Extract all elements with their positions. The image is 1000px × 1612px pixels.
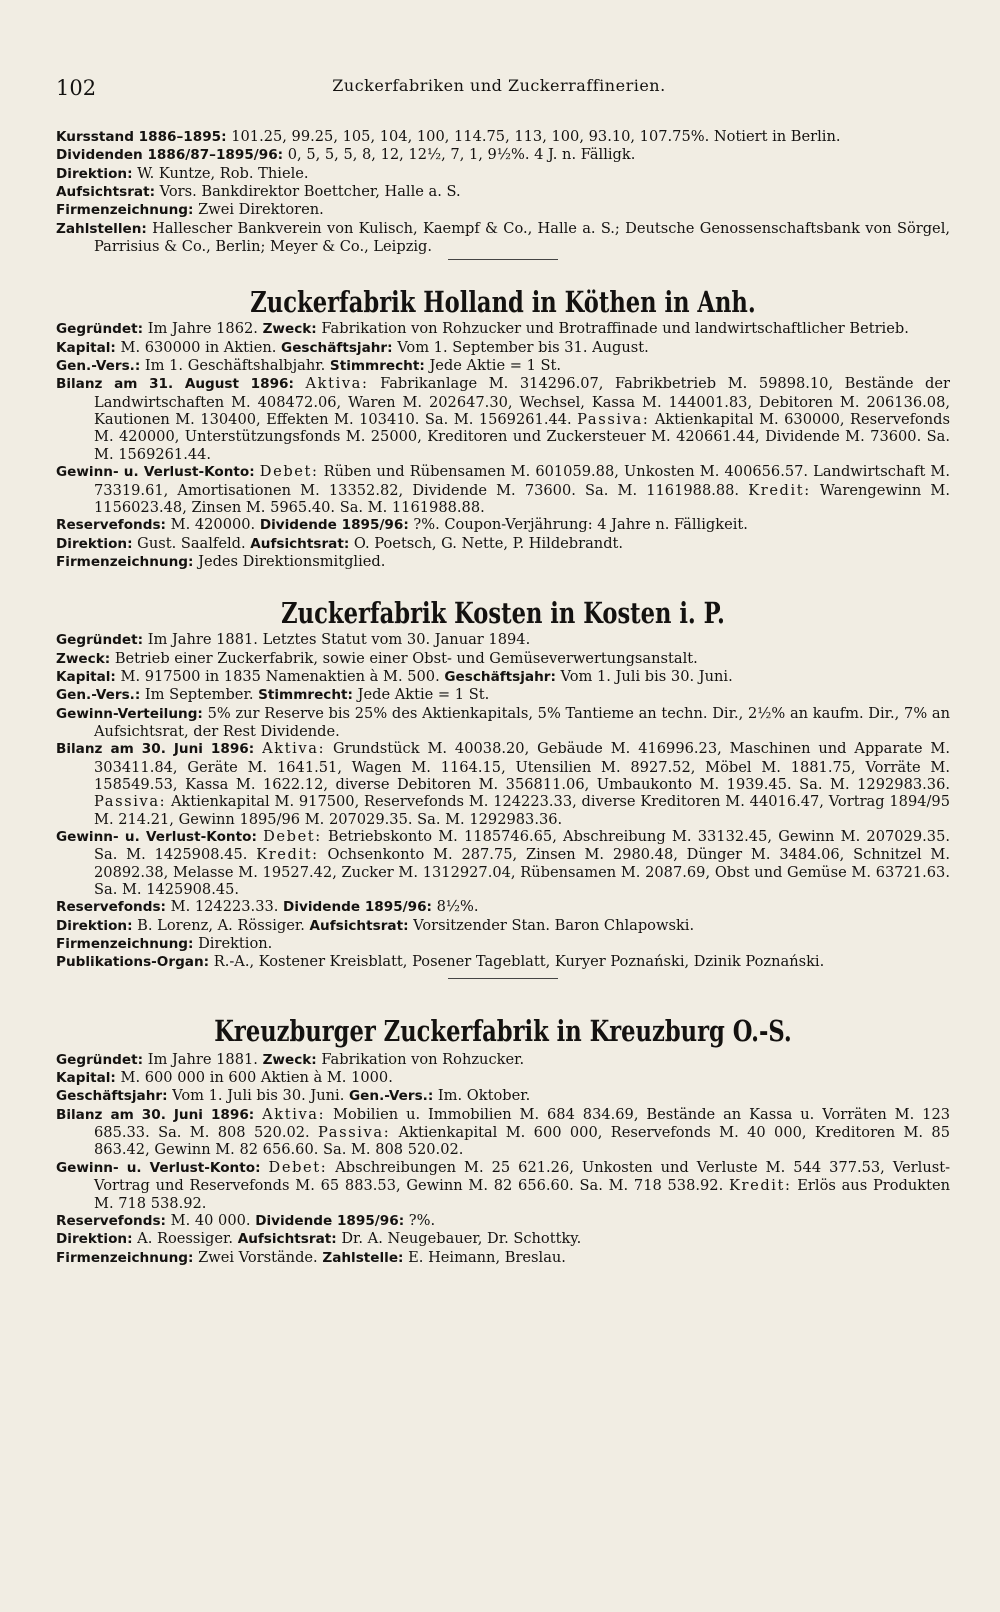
- entry-direktion: [56, 165, 950, 183]
- entry-gewinn-verteilung: [56, 705, 950, 741]
- entry-bilanz: [56, 740, 950, 828]
- label: Bilanz am 30. Juni 1896:: [56, 741, 255, 758]
- debet-label: Debet:: [263, 828, 322, 845]
- label: Dividende 1895/96:: [259, 517, 409, 534]
- debet-label: Debet:: [268, 1158, 328, 1176]
- label: Gewinn- u. Verlust-Konto:: [56, 464, 255, 481]
- label: Aufsichtsrat:: [237, 1231, 337, 1248]
- company-title-kreuzburg: Kreuzburger Zuckerfabrik in Kreuzburg O.-S.: [214, 1013, 792, 1048]
- entry-guv: [56, 828, 950, 898]
- value: Hallescher Bankverein von Kulisch, Kaempf & Co., Halle a. S.; Deutsche Genossenschaftsbank von Sörgel, Parrisius & Co., Berlin; Meyer & Co., Leipzig.: [94, 219, 951, 256]
- value: 8½%.: [436, 898, 479, 916]
- entry-zahlstellen: [56, 220, 950, 256]
- entry-reservefonds: [56, 516, 950, 534]
- label: Gegründet:: [56, 321, 144, 338]
- value: R.-A., Kostener Kreisblatt, Posener Tageblatt, Kuryer Poznański, Dzinik Poznański.: [213, 953, 825, 971]
- value: Aktienkapital M. 600 000, Reservefonds M. 40 000, Kreditoren M. 85 863.42, Gewinn M. 82 656.60. Sa. M. 808 520.02.: [94, 1124, 950, 1159]
- value: Betrieb einer Zuckerfabrik, sowie einer Obst- und Gemüseverwertungsanstalt.: [114, 649, 698, 667]
- section-divider: [448, 978, 558, 979]
- value: O. Poetsch, G. Nette, P. Hildebrandt.: [353, 534, 624, 552]
- value: Dr. A. Neugebauer, Dr. Schottky.: [341, 1230, 582, 1248]
- aktiva-label: Aktiva:: [262, 1105, 326, 1123]
- label: Aufsichtsrat:: [309, 917, 409, 934]
- label: Kapital:: [56, 339, 116, 356]
- running-title: Zuckerfabriken und Zuckerraffinerien.: [332, 76, 666, 95]
- value: Mobilien u. Immobilien M. 684 834.69, Bestände an Kassa u. Vorräten M. 123 685.33. Sa. M. 808 520.02.: [94, 1105, 951, 1142]
- value: 101.25, 99.25, 105, 104, 100, 114.75, 113, 100, 93.10, 107.75%. Notiert in Berlin.: [231, 128, 841, 145]
- label: Aufsichtsrat:: [56, 184, 155, 201]
- label: Reservefonds:: [56, 517, 166, 534]
- label: Zweck:: [262, 321, 317, 338]
- value: M. 917500 in 1835 Namenaktien à M. 500.: [120, 667, 440, 685]
- entry-zweck: [56, 650, 950, 668]
- entry-direktion: [56, 1230, 950, 1248]
- kredit-label: Kredit:: [729, 1177, 792, 1195]
- label: Gen.-Vers.:: [56, 687, 141, 704]
- label: Gegründet:: [56, 1051, 144, 1068]
- value: Grundstück M. 40038.20, Gebäude M. 416996.23, Maschinen und Apparate M. 303411.84, Geräte M. 1641.51, Wagen M. 1164.15, Utensilien M. 8927.52, Möbel M. 1881.75, Vorräte M. 158549.53, Kassa M. 1622.12, diverse Debitoren M. 356811.06, Umbaukonto M. 1939.45. Sa. M. 1292983.36.: [94, 740, 951, 793]
- value: A. Roessiger.: [137, 1230, 234, 1248]
- label: Bilanz am 30. Juni 1896:: [56, 1106, 255, 1123]
- label: Geschäftsjahr:: [444, 668, 556, 685]
- label: Direktion:: [56, 535, 133, 552]
- passiva-label: Passiva:: [318, 1124, 391, 1142]
- value: Betriebskonto M. 1185746.65, Abschreibung M. 33132.45, Gewinn M. 207029.35. Sa. M. 1425908.45.: [94, 828, 950, 864]
- value: Direktion.: [198, 935, 273, 953]
- label: Geschäftsjahr:: [281, 339, 393, 356]
- value: M. 600 000 in 600 Aktien à M. 1000.: [120, 1069, 393, 1087]
- label: Firmenzeichnung:: [56, 1249, 194, 1266]
- entry-kapital: [56, 339, 950, 357]
- value: Vom 1. Juli bis 30. Juni.: [560, 667, 733, 685]
- value: Vorsitzender Stan. Baron Chlapowski.: [413, 916, 695, 934]
- value: Jedes Direktionsmitglied.: [198, 552, 386, 570]
- value: Jede Aktie = 1 St.: [429, 357, 562, 375]
- value: Im Jahre 1881.: [147, 1050, 258, 1068]
- entry-guv: [56, 1159, 950, 1212]
- entry-dividenden: [56, 146, 950, 164]
- value: Gust. Saalfeld.: [137, 534, 246, 552]
- label: Kapital:: [56, 1070, 116, 1087]
- value: B. Lorenz, A. Rössiger.: [137, 916, 305, 934]
- value: M. 124223.33.: [170, 898, 279, 916]
- label: Zahlstelle:: [322, 1249, 404, 1266]
- entry-gegruendet: [56, 320, 950, 338]
- value: M. 40 000.: [170, 1211, 251, 1229]
- label: Reservefonds:: [56, 1212, 166, 1229]
- company-title-holland: Zuckerfabrik Holland in Köthen in Anh.: [250, 285, 756, 320]
- value: Fabrikation von Rohzucker.: [321, 1050, 525, 1068]
- value: ?%. Coupon-Verjährung: 4 Jahre n. Fälligkeit.: [413, 516, 748, 534]
- aktiva-label: Aktiva:: [262, 740, 326, 758]
- label: Stimmrecht:: [258, 687, 353, 704]
- label: Bilanz am 31. August 1896:: [56, 376, 294, 393]
- value: 0, 5, 5, 5, 8, 12, 12½, 7, 1, 9½%. 4 J. n. Fälligk.: [287, 146, 636, 164]
- section-divider: [448, 259, 558, 260]
- page-number: 102: [56, 76, 97, 100]
- label: Zweck:: [56, 650, 111, 667]
- value: ?%.: [408, 1211, 436, 1229]
- entry-aufsichtsrat: [56, 183, 950, 201]
- entry-genvers: [56, 686, 950, 704]
- entry-kapital: [56, 1069, 950, 1087]
- entry-reservefonds: [56, 1212, 950, 1230]
- entry-bilanz: [56, 1106, 950, 1159]
- label: Gewinn- u. Verlust-Konto:: [56, 1159, 261, 1176]
- entry-firmenzeichnung: [56, 1249, 950, 1267]
- value: Abschreibungen M. 25 621.26, Unkosten und Verluste M. 544 377.53, Verlust-Vortrag und Reservefonds M. 65 883.53, Gewinn M. 82 656.60. Sa. M. 718 538.92.: [94, 1158, 951, 1195]
- value: Warengewinn M. 1156023.48, Zinsen M. 5965.40. Sa. M. 1161988.88.: [94, 481, 951, 516]
- kredit-label: Kredit:: [748, 481, 811, 499]
- label: Direktion:: [56, 917, 133, 934]
- entry-geschaeftsjahr: [56, 1087, 950, 1105]
- value: Aktienkapital M. 917500, Reservefonds M. 124223.33, diverse Kreditoren M. 44016.47, Vortrag 1894/95 M. 214.21, Gewinn 1895/96 M. 207029.35. Sa. M. 1292983.36.: [94, 793, 950, 828]
- value: Ochsenkonto M. 287.75, Zinsen M. 2980.48, Dünger M. 3484.06, Schnitzel M. 20892.38, Melasse M. 19527.42, Zucker M. 1312927.04, Rübensamen M. 2087.69, Obst und Gemüse M. 63721.63. Sa. M. 1425908.45.: [94, 846, 950, 899]
- label: Kursstand 1886–1895:: [56, 129, 227, 145]
- label: Aufsichtsrat:: [250, 535, 350, 552]
- debet-label: Debet:: [259, 463, 319, 481]
- label: Gewinn- u. Verlust-Konto:: [56, 829, 257, 845]
- entry-reservefonds: [56, 898, 950, 916]
- value: Im Jahre 1862.: [147, 320, 258, 338]
- value: Im September.: [144, 686, 254, 704]
- value: Vom 1. Juli bis 30. Juni.: [172, 1087, 345, 1105]
- entry-direktion: [56, 917, 950, 935]
- value: Erlös aus Produkten M. 718 538.92.: [94, 1177, 951, 1212]
- entry-guv: [56, 463, 950, 516]
- company-title-kosten: Zuckerfabrik Kosten in Kosten i. P.: [281, 596, 725, 631]
- value: Aktienkapital M. 630000, Reservefonds M. 420000, Unterstützungsfonds M. 25000, Kreditoren und Zuckersteuer M. 420661.44, Dividende M. 73600. Sa. M. 1569261.44.: [94, 411, 951, 463]
- label: Direktion:: [56, 1231, 133, 1248]
- value: Rüben und Rübensamen M. 601059.88, Unkosten M. 400656.57. Landwirtschaft M. 73319.61, Amortisationen M. 13352.82, Dividende M. 73600. Sa. M. 1161988.88.: [94, 463, 950, 499]
- label: Firmenzeichnung:: [56, 553, 194, 570]
- value: Vors. Bankdirektor Boettcher, Halle a. S.: [159, 183, 461, 201]
- label: Gen.-Vers.:: [56, 358, 141, 375]
- label: Gen.-Vers.:: [349, 1088, 434, 1105]
- label: Publikations-Organ:: [56, 954, 210, 971]
- label: Firmenzeichnung:: [56, 936, 194, 953]
- entry-kursstand: [56, 128, 950, 146]
- value: M. 630000 in Aktien.: [120, 338, 277, 356]
- label: Firmenzeichnung:: [56, 202, 194, 219]
- label: Reservefonds:: [56, 899, 166, 916]
- entry-firmenzeichnung: [56, 201, 950, 219]
- entry-kapital: [56, 668, 950, 686]
- entry-gegruendet: [56, 1051, 950, 1069]
- value: E. Heimann, Breslau.: [408, 1248, 566, 1266]
- value: Zwei Vorstände.: [198, 1248, 318, 1266]
- label: Stimmrecht:: [329, 358, 425, 375]
- value: W. Kuntze, Rob. Thiele.: [137, 164, 309, 182]
- value: Im 1. Geschäftshalbjahr.: [144, 357, 326, 375]
- label: Direktion:: [56, 165, 133, 182]
- passiva-label: Passiva:: [577, 411, 650, 429]
- value: 5% zur Reserve bis 25% des Aktienkapitals, 5% Tantieme an techn. Dir., 2½% an kaufm. Dir., 7% an Aufsichtsrat, der Rest Dividende.: [94, 704, 950, 740]
- label: Dividende 1895/96:: [255, 1212, 405, 1229]
- entry-direktion: [56, 535, 950, 553]
- aktiva-label: Aktiva:: [305, 375, 369, 393]
- entry-firmenzeichnung: [56, 553, 950, 571]
- kredit-label: Kredit:: [256, 846, 319, 864]
- entry-publikation: [56, 953, 950, 971]
- label: Gegründet:: [56, 632, 144, 649]
- passiva-label: Passiva:: [94, 793, 167, 811]
- entry-genvers: [56, 357, 950, 375]
- label: Dividenden 1886/87–1895/96:: [56, 147, 284, 164]
- value: Vom 1. September bis 31. August.: [397, 338, 649, 356]
- page-content: [56, 128, 950, 1267]
- value: Im Jahre 1881. Letztes Statut vom 30. Januar 1894.: [147, 631, 531, 649]
- page-header: [56, 76, 942, 104]
- label: Zahlstellen:: [56, 220, 147, 237]
- entry-gegruendet: [56, 631, 950, 649]
- label: Kapital:: [56, 668, 116, 685]
- label: Zweck:: [262, 1051, 317, 1068]
- value: Zwei Direktoren.: [198, 201, 324, 219]
- value: Fabrikation von Rohzucker und Brotraffinade und landwirtschaftlicher Betrieb.: [321, 320, 909, 338]
- entry-bilanz: [56, 375, 950, 463]
- value: M. 420000.: [170, 516, 256, 534]
- value: Jede Aktie = 1 St.: [357, 686, 490, 704]
- entry-firmenzeichnung: [56, 935, 950, 953]
- label: Gewinn-Verteilung:: [56, 705, 203, 722]
- value: Im. Oktober.: [437, 1087, 531, 1105]
- label: Geschäftsjahr:: [56, 1088, 168, 1105]
- label: Dividende 1895/96:: [283, 899, 432, 916]
- value: Fabrikanlage M. 314296.07, Fabrikbetrieb M. 59898.10, Bestände der Landwirtschaften M. 408472.06, Waren M. 202647.30, Wechsel, Kassa M. 144001.83, Debitoren M. 206136.08, Kautionen M. 130400, Effekten M. 103410. Sa. M. 1569261.44.: [94, 375, 950, 429]
